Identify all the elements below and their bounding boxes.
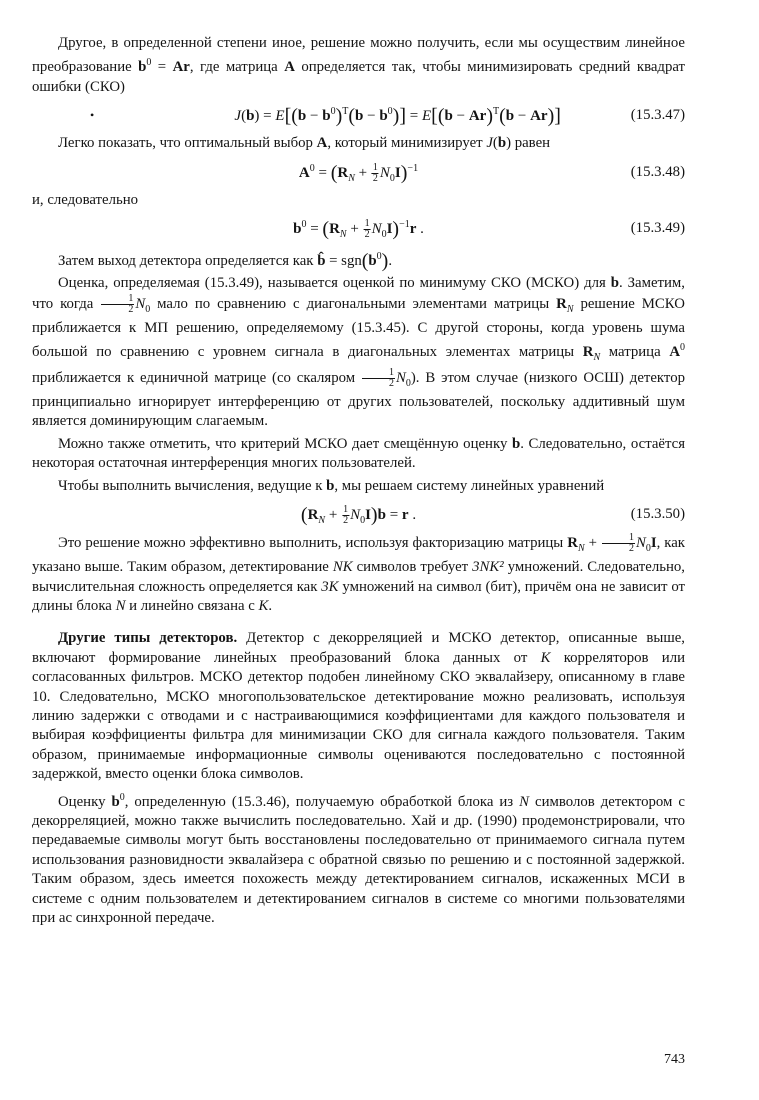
equation-15-3-48	[32, 157, 685, 187]
equation-number: (15.3.50)	[630, 505, 685, 522]
equation-formula: $J(b) = E[(b - b^0)^T(b - b^0)] = E[(b - Ar)^T(b - Ar)]$	[234, 105, 561, 128]
stray-mark: •	[90, 108, 95, 123]
equation-formula: ($R_N$ + $\frac{1}{2}$ $N_0I)b = r$ .	[300, 503, 417, 526]
paragraph-2: Легко показать, что оптимальный выбор A, который минимизирует J(b) равен	[58, 135, 551, 152]
paragraph-8: Это решение можно эффективно выполнить, используя факторизацию матрицы $R_N$ + $\frac{1}{2}$ $N_0I$, как указано выше. Таким образом, детектирование NK символов требует 3NK² умножений. Следовательно, вычислительная сложность определяется как 3K умножений на символ (бит), причём она не зависит от длины блока N и линейно связана с K.	[32, 531, 685, 614]
page-number: 743	[664, 1052, 685, 1067]
paragraph-4: Затем выход детектора определяется как b̂ = $sgn(b^0)$.	[58, 249, 393, 272]
paragraph-6: Можно также отметить, что критерий МСКО дает смещённую оценку b. Следовательно, остаётся некоторая остаточная интерференция многих пользователей.	[32, 435, 686, 472]
equation-15-3-50	[32, 499, 685, 529]
equation-number: (15.3.49)	[630, 219, 685, 236]
equation-formula: $A^0 = (R_N$ + $\frac{1}{2}$ $N_0I)^{-1}$	[298, 161, 419, 184]
equation-number: (15.3.47)	[630, 107, 685, 124]
paragraph-5: Оценка, определяемая (15.3.49), называется оценкой по минимуму СКО (МСКО) для b. Заметим, что когда $\frac{1}{2}$ $N_0$ мало по сравнению с диагональными элементами матрицы $R_N$ решение МСКО приближается к МП решению, определяемому (15.3.45). С другой стороны, когда уровень шума большой по сравнению с уровнем сигнала в диагональных элементах матрицы $R_N$ матрица $A^0$ приближается к единичной матрице (со скаляром $\frac{1}{2}$ $N_0$). В этом случае (низкого ОСШ) детектор принципиально игнорирует интерференцию от других пользователей, поскольку аддитивный шум является доминирующим слагаемым.	[32, 275, 685, 430]
paragraph-1: Другое, в определенной степени иное, решение можно получить, если мы осуществим линейное преобразование $b^0 = Ar$, где матрица A определяется так, чтобы минимизировать средний квадрат ошибки (СКО)	[32, 35, 686, 95]
paragraph-9: Другие типы детекторов. Детектор с декорреляцией и МСКО детектор, описанные выше, включают формирование линейных преобразований блока данных от K корреляторов или согласованных фильтров. МСКО детектор подобен линейному СКО эквалайзеру, описанному в главе 10. Следовательно, МСКО многопользовательское детектирование можно реализовать, используя линию задержки с отводами и с настраивающимися коэффициентами для каждого пользователя и выбирая коэффициенты фильтра для минимизации СКО для сигнала каждого пользователя. Таким образом, принимаемые информационные символы оцениваются последовательно с постоянной задержкой, вместо оценки блока символов.	[32, 630, 685, 783]
paragraph-10: Оценку $b^0$, определенную (15.3.46), получаемую обработкой блока из N символов детектором с декорреляцией, можно также вычислить последовательно. Хай и др. (1990) продемонстрировали, что передаваемые символы могут быть восстановлены последовательно от принимаемого сигнала путем использования разновидности эквалайзера с обратной связью по решению и с постоянной задержкой. Таким образом, здесь имеется похожесть между детектированием сигналов, искаженных МСИ в системе с одним пользователем и детектированием сигналов в системе со многими пользователями при ас синхронной передаче.	[32, 791, 685, 926]
equation-15-3-49	[32, 213, 685, 243]
section-title: Другие типы детекторов.	[58, 630, 238, 647]
paragraph-7: Чтобы выполнить вычисления, ведущие к b, мы решаем систему линейных уравнений	[58, 477, 605, 494]
equation-15-3-47	[32, 100, 685, 130]
paragraph-3: и, следовательно	[32, 191, 139, 208]
equation-number: (15.3.48)	[630, 163, 685, 180]
equation-formula: $b^0 = (R_N$ + $\frac{1}{2}$ $N_0I)^{-1}r$ .	[293, 217, 424, 241]
